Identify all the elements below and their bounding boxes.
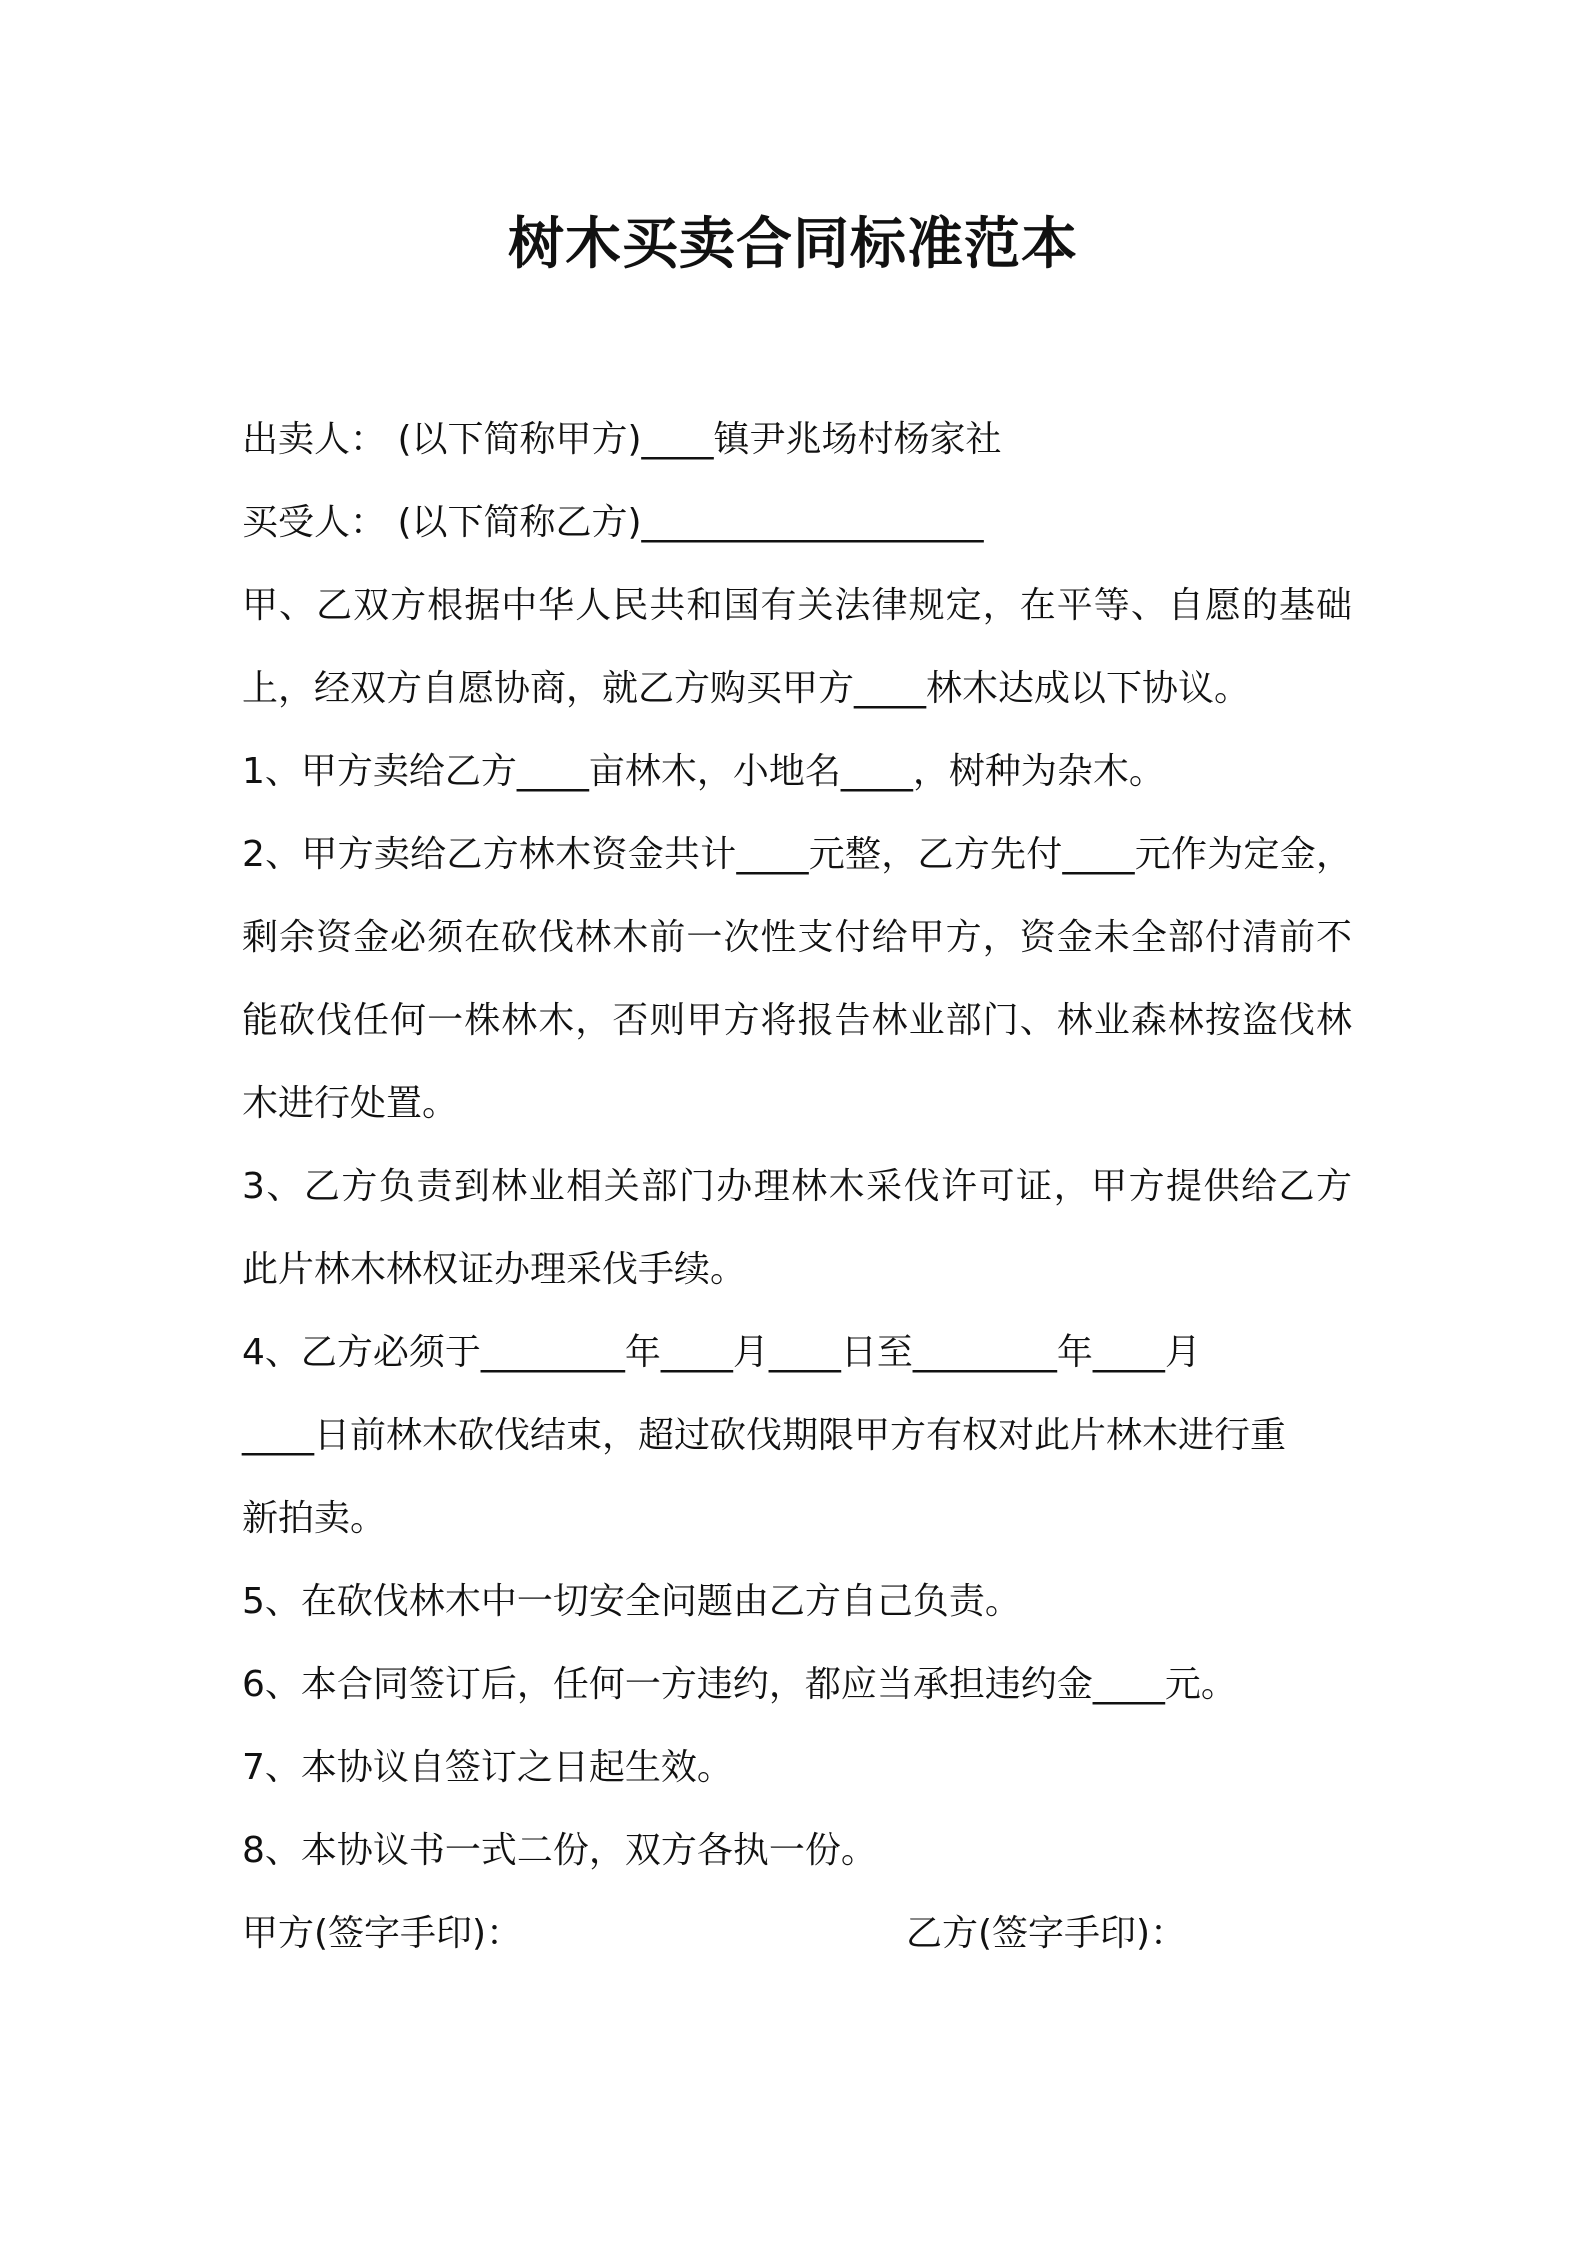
clause-4-line-3: 新拍卖。: [242, 1498, 387, 1539]
party-a-signature-label: 甲方(签字手印)：: [242, 1913, 523, 1954]
clause-3-line-1: 3、乙方负责到林业相关部门办理林木采伐许可证，甲方提供给乙方: [242, 1166, 1352, 1207]
preamble-line-2: 上，经双方自愿协商，就乙方购买甲方____林木达成以下协议。: [242, 668, 1251, 709]
party-b-signature-label: 乙方(签字手印)：: [906, 1913, 1187, 1954]
clause-3-line-2: 此片林木林权证办理采伐手续。: [242, 1249, 747, 1290]
signature-row: [242, 1892, 1362, 1975]
document-title: 树木买卖合同标准范本: [508, 212, 1078, 277]
clause-1: 1、甲方卖给乙方____亩林木，小地名____，树种为杂木。: [242, 751, 1165, 792]
buyer-line: 买受人： (以下简称乙方)___________________: [242, 502, 984, 543]
clause-8: 8、本协议书一式二份，双方各执一份。: [242, 1830, 877, 1871]
clause-2-line-4: 木进行处置。: [242, 1083, 459, 1124]
clause-2-line-1: 2、甲方卖给乙方林木资金共计____元整，乙方先付____元作为定金，: [242, 834, 1352, 875]
clause-5: 5、在砍伐林木中一切安全问题由乙方自己负责。: [242, 1581, 1021, 1622]
clause-2-line-2: 剩余资金必须在砍伐林木前一次性支付给甲方，资金未全部付清前不: [242, 917, 1352, 958]
clause-7: 7、本协议自签订之日起生效。: [242, 1747, 733, 1788]
contract-body: [242, 398, 1362, 1975]
preamble-line-1: 甲、乙双方根据中华人民共和国有关法律规定，在平等、自愿的基础: [242, 585, 1352, 626]
clause-4-line-1: 4、乙方必须于________年____月____日至________年____月: [242, 1332, 1201, 1373]
clause-4-line-2: ____日前林木砍伐结束，超过砍伐期限甲方有权对此片林木进行重: [242, 1415, 1287, 1456]
seller-line: 出卖人： (以下简称甲方)____镇尹兆场村杨家社: [242, 419, 1002, 460]
clause-2-line-3: 能砍伐任何一株林木，否则甲方将报告林业部门、林业森林按盗伐林: [242, 1000, 1352, 1041]
clause-6: 6、本合同签订后，任何一方违约，都应当承担违约金____元。: [242, 1664, 1237, 1705]
